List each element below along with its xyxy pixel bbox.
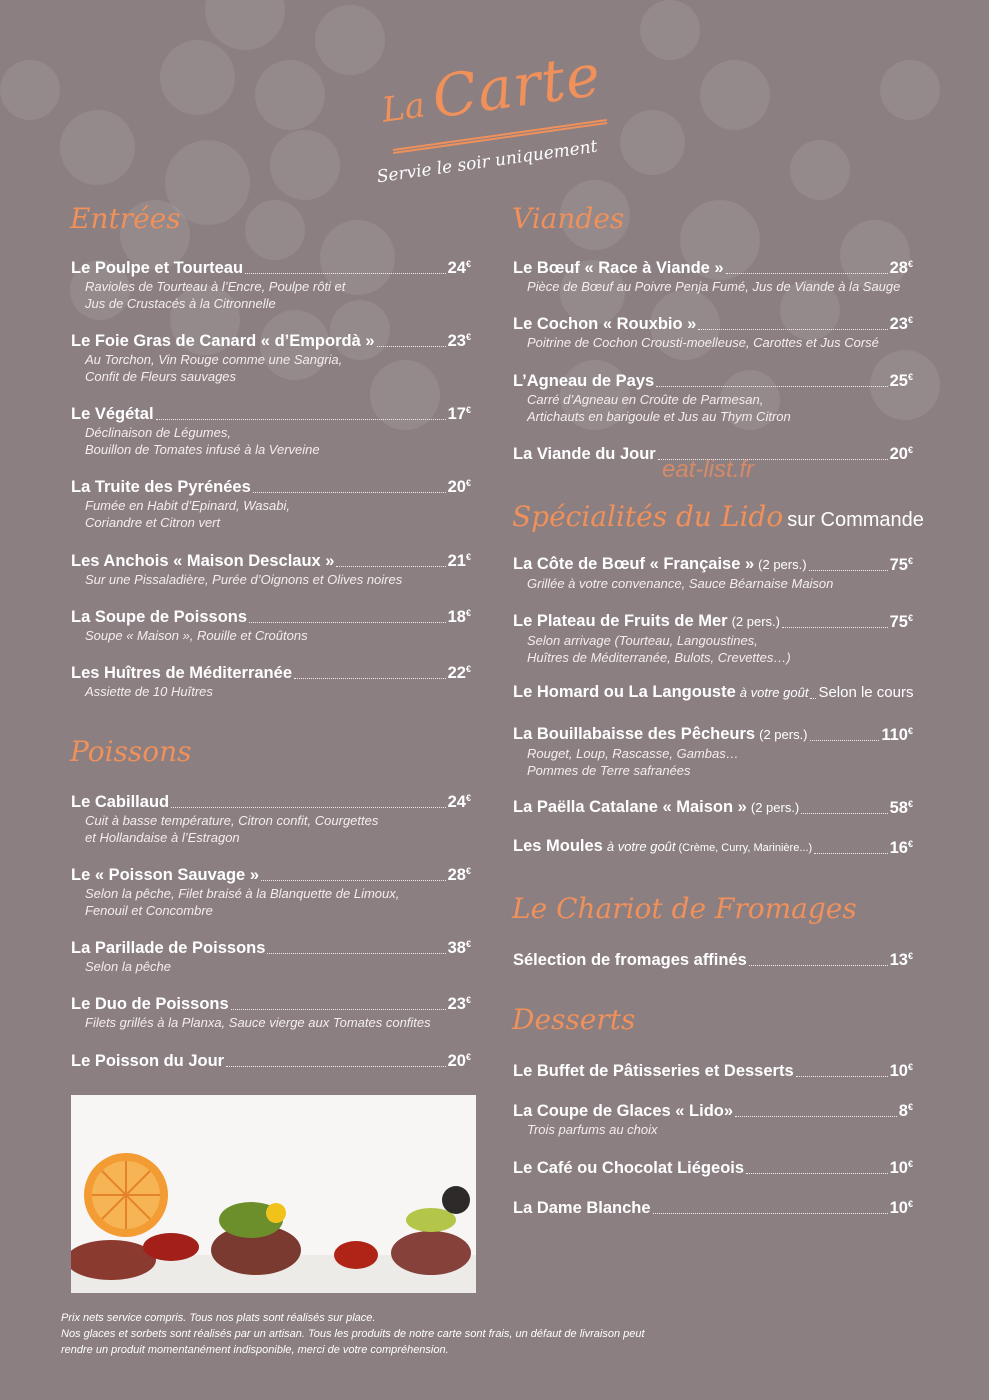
menu-item-name-group	[71, 404, 154, 424]
dotted-leader	[249, 622, 446, 623]
menu-item-name: Les Huîtres de Méditerranée	[71, 664, 292, 682]
menu-item-name: La Bouillabaisse des Pêcheurs	[513, 725, 756, 743]
menu-item-description: Selon arrivage (Tourteau, Langoustines,	[527, 633, 758, 648]
dotted-leader	[253, 492, 446, 493]
menu-item-name: La Parillade de Poissons	[71, 939, 266, 957]
menu-item-name: Le Homard ou La Langouste	[513, 683, 736, 701]
menu-item-price	[448, 547, 471, 571]
menu-item-name: Le Poisson du Jour	[71, 1052, 225, 1070]
menu-item-description: Rouget, Loup, Rascasse, Gambas…	[527, 746, 739, 761]
menu-item-price	[899, 1097, 913, 1121]
menu-item-price	[448, 990, 471, 1014]
price-value: 16	[889, 839, 908, 857]
menu-item-price	[890, 1154, 913, 1178]
menu-item-row	[71, 254, 471, 278]
menu-item	[513, 682, 913, 703]
menu-item-price	[890, 946, 913, 970]
price-value: 10	[889, 1062, 908, 1080]
menu-item-name-group	[71, 551, 334, 571]
menu-item	[513, 367, 913, 425]
menu-item	[513, 310, 913, 351]
currency-symbol: €	[907, 315, 913, 325]
menu-item-name-group	[513, 836, 812, 858]
menu-item-name: Le Café ou Chocolat Liégeois	[513, 1159, 745, 1177]
menu-item-description: Déclinaison de Légumes,	[85, 425, 231, 440]
menu-item-price	[890, 440, 913, 464]
currency-symbol: €	[465, 608, 471, 618]
menu-item-description: Cuit à basse température, Citron confit, Courgettes	[85, 813, 379, 828]
menu-item-row	[513, 1154, 913, 1178]
dotted-leader	[810, 698, 816, 699]
footer-notes	[61, 1310, 721, 1358]
dotted-leader	[171, 807, 446, 808]
currency-symbol: €	[907, 951, 913, 961]
menu-item-row	[71, 603, 471, 627]
menu-item-name-group	[71, 331, 375, 351]
price-value: 8	[898, 1102, 908, 1120]
price-value: 10	[889, 1159, 908, 1177]
menu-item-name-group	[513, 258, 724, 278]
menu-item-row	[513, 1057, 913, 1081]
dotted-leader	[658, 459, 888, 460]
menu-item	[513, 1057, 913, 1081]
menu-item	[513, 1194, 913, 1218]
menu-item-name: Le Cochon « Rouxbio »	[513, 315, 697, 333]
price-value: 38	[447, 939, 466, 957]
menu-item-price	[890, 794, 913, 818]
section-title-fromages: Le Chariot de Fromages	[512, 892, 857, 925]
currency-symbol: €	[465, 995, 471, 1005]
menu-item-name: Le Foie Gras de Canard « d’Empordà »	[71, 332, 375, 350]
menu-item	[513, 1097, 913, 1138]
menu-item-price	[448, 603, 471, 627]
menu-item	[513, 721, 913, 779]
menu-item	[71, 1047, 471, 1071]
price-value: 20	[447, 478, 466, 496]
menu-item-name-group	[71, 994, 229, 1014]
menu-item-note: (2 pers.)	[758, 557, 807, 572]
menu-item-description: Fumée en Habit d’Epinard, Wasabi,	[85, 498, 290, 513]
menu-item-description: Soupe « Maison », Rouille et Croûtons	[85, 628, 308, 643]
menu-item-name: La Soupe de Poissons	[71, 608, 248, 626]
section-title-poissons: Poissons	[70, 735, 192, 768]
menu-item-row	[71, 1047, 471, 1071]
menu-item-name-group	[513, 554, 807, 575]
menu-item-description: Pièce de Bœuf au Poivre Penja Fumé, Jus de Viande à la Sauge	[527, 279, 901, 294]
currency-symbol: €	[907, 726, 913, 736]
dotted-leader	[698, 329, 887, 330]
dotted-leader	[749, 965, 888, 966]
menu-item-price	[448, 861, 471, 885]
menu-item	[71, 861, 471, 919]
menu-item-name-group	[513, 797, 799, 818]
menu-item	[71, 990, 471, 1031]
menu-item-name: Le Bœuf « Race à Viande »	[513, 259, 724, 277]
menu-item-price	[890, 608, 913, 632]
menu-item-name-group	[513, 314, 696, 334]
footer-line: rendre un produit momentanément indisponible, merci de votre compréhension.	[61, 1344, 449, 1356]
price-value: 24	[447, 259, 466, 277]
dotted-leader	[245, 273, 446, 274]
menu-item-name-group	[513, 444, 656, 464]
currency-symbol: €	[465, 552, 471, 562]
menu-item-description: Trois parfums au choix	[527, 1122, 658, 1137]
currency-symbol: €	[907, 1159, 913, 1169]
menu-item-name-group	[513, 1198, 651, 1218]
currency-symbol: €	[465, 259, 471, 269]
price-value: 25	[889, 372, 908, 390]
title-carte: Carte	[428, 40, 606, 132]
menu-item-name: L’Agneau de Pays	[513, 372, 655, 390]
menu-item-price	[448, 473, 471, 497]
menu-item-name-group	[513, 682, 808, 703]
menu-item-price	[890, 551, 913, 575]
menu-item-name: La Truite des Pyrénées	[71, 478, 251, 496]
price-value: 23	[889, 315, 908, 333]
menu-item-name: Le Plateau de Fruits de Mer	[513, 612, 728, 630]
menu-item-row	[71, 659, 471, 683]
currency-symbol: €	[465, 866, 471, 876]
menu-header	[0, 0, 989, 200]
dotted-leader	[336, 566, 445, 567]
menu-item-note: (2 pers.)	[759, 727, 808, 742]
currency-symbol: €	[907, 1102, 913, 1112]
menu-item-description: Confit de Fleurs sauvages	[85, 369, 237, 384]
currency-symbol: €	[907, 259, 913, 269]
dotted-leader	[746, 1173, 888, 1174]
price-value: 24	[447, 793, 466, 811]
menu-item-description: Fenouil et Concombre	[85, 903, 213, 918]
menu-item-name: Le Cabillaud	[71, 793, 170, 811]
currency-symbol: €	[907, 613, 913, 623]
price-value: 13	[889, 951, 908, 969]
currency-symbol: €	[465, 478, 471, 488]
menu-item-row	[513, 721, 913, 745]
menu-item-description: Selon la pêche	[85, 959, 172, 974]
menu-item-row	[513, 946, 913, 970]
menu-item-row	[513, 254, 913, 278]
menu-item-price	[448, 400, 471, 424]
menu-item-name: La Viande du Jour	[513, 445, 656, 463]
menu-item	[513, 834, 913, 858]
currency-symbol: €	[465, 664, 471, 674]
menu-item-description: Grillée à votre convenance, Sauce Béarnaise Maison	[527, 576, 834, 591]
menu-item-name-group	[513, 1061, 794, 1081]
dotted-leader	[735, 1116, 897, 1117]
menu-item-name-group	[71, 258, 243, 278]
currency-symbol: €	[907, 799, 913, 809]
price-value: 20	[447, 1052, 466, 1070]
menu-item	[71, 254, 471, 312]
menu-item-name: Les Anchois « Maison Desclaux »	[71, 552, 335, 570]
menu-item-description: Selon la pêche, Filet braisé à la Blanquette de Limoux,	[85, 886, 400, 901]
price-value: 23	[447, 332, 466, 350]
menu-item-row	[71, 934, 471, 958]
menu-item-name: Sélection de fromages affinés	[513, 951, 747, 969]
menu-item-note: (2 pers.)	[750, 800, 800, 815]
currency-symbol: €	[907, 556, 913, 566]
menu-item-price	[448, 327, 471, 351]
menu-item-name-group	[71, 865, 259, 885]
price-value: 18	[447, 608, 466, 626]
menu-item-price	[890, 310, 913, 334]
specialites-title-text: Spécialités du Lido	[512, 500, 784, 533]
menu-item-price	[448, 659, 471, 683]
menu-item-description: Huîtres de Méditerranée, Bulots, Crevettes…)	[527, 650, 791, 665]
specialites-suffix: sur Commande	[787, 509, 924, 531]
menu-item-price	[890, 1194, 913, 1218]
currency-symbol: €	[907, 445, 913, 455]
menu-item-price	[448, 934, 471, 958]
currency-symbol: €	[465, 332, 471, 342]
watermark: eat-list.fr	[662, 456, 755, 483]
dotted-leader	[782, 627, 888, 628]
dish-photo	[71, 1095, 476, 1293]
menu-item-name: La Paëlla Catalane « Maison »	[513, 798, 747, 816]
menu-item-name-group	[513, 371, 654, 391]
price-value: 110	[881, 726, 908, 744]
menu-item-name-group	[71, 477, 251, 497]
menu-item-description: Coriandre et Citron vert	[85, 515, 221, 530]
menu-item-name-group	[71, 1051, 224, 1071]
menu-item-description: Filets grillés à la Planxa, Sauce vierge aux Tomates confites	[85, 1015, 431, 1030]
dotted-leader	[231, 1009, 446, 1010]
menu-item-row	[513, 834, 913, 858]
price-value: 21	[447, 552, 466, 570]
menu-item-name: Le Buffet de Pâtisseries et Desserts	[513, 1062, 794, 1080]
menu-item	[513, 254, 913, 295]
currency-symbol: €	[465, 1052, 471, 1062]
dotted-leader	[810, 740, 880, 741]
dotted-leader	[653, 1213, 888, 1214]
dotted-leader	[377, 346, 446, 347]
menu-item	[513, 794, 913, 818]
menu-item-name: Le Végétal	[71, 405, 154, 423]
dotted-leader	[801, 813, 887, 814]
menu-item-row	[71, 327, 471, 351]
footer-line: Nos glaces et sorbets sont réalisés par un artisan. Tous les produits de notre carte sont frais, un défaut de livraison peut	[61, 1328, 645, 1340]
menu-item-description: Sur une Pissaladière, Purée d’Oignons et Olives noires	[85, 572, 403, 587]
menu-item-name-group	[513, 611, 780, 632]
menu-item-price	[448, 1047, 471, 1071]
subtitle: Servie le soir uniquement	[375, 136, 599, 188]
menu-item-note: à votre goût	[606, 839, 676, 854]
currency-symbol: €	[907, 1062, 913, 1072]
price-value: 23	[447, 995, 466, 1013]
menu-item-description: et Hollandaise à l’Estragon	[85, 830, 240, 845]
menu-item	[71, 327, 471, 385]
menu-item-name-group	[513, 1101, 733, 1121]
currency-symbol: €	[465, 939, 471, 949]
menu-item	[71, 400, 471, 458]
title-la: La	[379, 85, 428, 131]
menu-item	[513, 1154, 913, 1178]
menu-item	[71, 547, 471, 588]
currency-symbol: €	[907, 1199, 913, 1209]
menu-item-name: La Côte de Bœuf « Française »	[513, 555, 755, 573]
currency-symbol: €	[907, 372, 913, 382]
menu-item	[71, 788, 471, 846]
menu-item-description: Assiette de 10 Huîtres	[85, 684, 213, 699]
menu-item-name: La Coupe de Glaces « Lido»	[513, 1102, 734, 1120]
menu-item-description: Au Torchon, Vin Rouge comme une Sangria,	[85, 352, 343, 367]
menu-item	[71, 659, 471, 700]
menu-item-name: Le Duo de Poissons	[71, 995, 229, 1013]
menu-item-price	[890, 367, 913, 391]
menu-item-description: Pommes de Terre safranées	[527, 763, 691, 778]
menu-item	[513, 551, 913, 592]
menu-item-note: (Crème, Curry, Marinière...)	[678, 842, 813, 854]
menu-item	[71, 603, 471, 644]
menu-item-description: Artichauts en barigoule et Jus au Thym Citron	[527, 409, 791, 424]
menu-item-price	[448, 254, 471, 278]
menu-item-price	[448, 788, 471, 812]
menu-item-name-group	[71, 938, 265, 958]
menu-item-row	[71, 473, 471, 497]
menu-item-name: Les Moules	[513, 837, 603, 855]
price-value: 28	[447, 866, 466, 884]
menu-item-row	[71, 547, 471, 571]
price-value: 75	[889, 556, 908, 574]
menu-item-name-group	[513, 950, 747, 970]
dotted-leader	[809, 570, 888, 571]
price-value: 58	[889, 799, 908, 817]
footer-line: Prix nets service compris. Tous nos plats sont réalisés sur place.	[61, 1312, 376, 1324]
dotted-leader	[656, 386, 887, 387]
section-title-viandes: Viandes	[512, 202, 625, 235]
section-title-specialites	[512, 500, 924, 533]
currency-symbol: €	[465, 405, 471, 415]
menu-item-note: (2 pers.)	[731, 614, 780, 629]
menu-item-name: La Dame Blanche	[513, 1199, 651, 1217]
menu-item-row	[513, 608, 913, 632]
menu-item-row	[71, 861, 471, 885]
menu-item-name-group	[71, 607, 247, 627]
menu-item-description: Ravioles de Tourteau à l’Encre, Poulpe rôti et	[85, 279, 346, 294]
price-value: 10	[889, 1199, 908, 1217]
price-value: 22	[447, 664, 466, 682]
dotted-leader	[267, 953, 445, 954]
menu-item-row	[513, 1097, 913, 1121]
price-value: 20	[889, 445, 908, 463]
dotted-leader	[261, 880, 446, 881]
menu-item-price	[890, 834, 913, 858]
menu-item	[513, 608, 913, 666]
menu-item	[71, 934, 471, 975]
dotted-leader	[156, 419, 446, 420]
currency-symbol: €	[907, 839, 913, 849]
menu-item-description: Jus de Crustacés à la Citronnelle	[85, 296, 276, 311]
menu-item-price: Selon le cours	[818, 684, 914, 701]
menu-item-name-group	[71, 792, 169, 812]
dotted-leader	[226, 1066, 446, 1067]
menu-item	[71, 473, 471, 531]
menu-item-row	[513, 310, 913, 334]
menu-item-row	[513, 551, 913, 575]
menu-item-row	[71, 400, 471, 424]
menu-item-name-group	[513, 1158, 744, 1178]
menu-item-row	[513, 367, 913, 391]
menu-item-price	[881, 721, 913, 745]
menu-item-price	[890, 1057, 913, 1081]
menu-item-name: Le Poulpe et Tourteau	[71, 259, 244, 277]
menu-item-description: Bouillon de Tomates infusé à la Verveine	[85, 442, 320, 457]
price-value: 28	[889, 259, 908, 277]
menu-item-name-group	[513, 724, 808, 745]
dotted-leader	[796, 1076, 888, 1077]
menu-item-description: Poitrine de Cochon Crousti-moelleuse, Carottes et Jus Corsé	[527, 335, 879, 350]
price-value: 75	[889, 613, 908, 631]
menu-item-description: Carré d’Agneau en Croûte de Parmesan,	[527, 392, 764, 407]
menu-item-row	[71, 788, 471, 812]
menu-item-note: à votre goût	[739, 685, 809, 700]
dotted-leader	[294, 678, 446, 679]
price-value: 17	[447, 405, 466, 423]
menu-item	[513, 440, 913, 464]
dotted-leader	[814, 853, 887, 854]
menu-item-row	[513, 794, 913, 818]
menu-item-row	[513, 440, 913, 464]
section-title-entrees: Entrées	[70, 202, 181, 235]
menu-item-name-group	[71, 663, 292, 683]
menu-item-row	[71, 990, 471, 1014]
menu-item-row	[513, 682, 913, 703]
currency-symbol: €	[465, 793, 471, 803]
section-title-desserts: Desserts	[512, 1003, 636, 1036]
menu-item-name: Le « Poisson Sauvage »	[71, 866, 259, 884]
menu-item-price	[890, 254, 913, 278]
menu-item	[513, 946, 913, 970]
dotted-leader	[726, 273, 888, 274]
dish-illustration	[71, 1095, 476, 1293]
menu-item-row	[513, 1194, 913, 1218]
